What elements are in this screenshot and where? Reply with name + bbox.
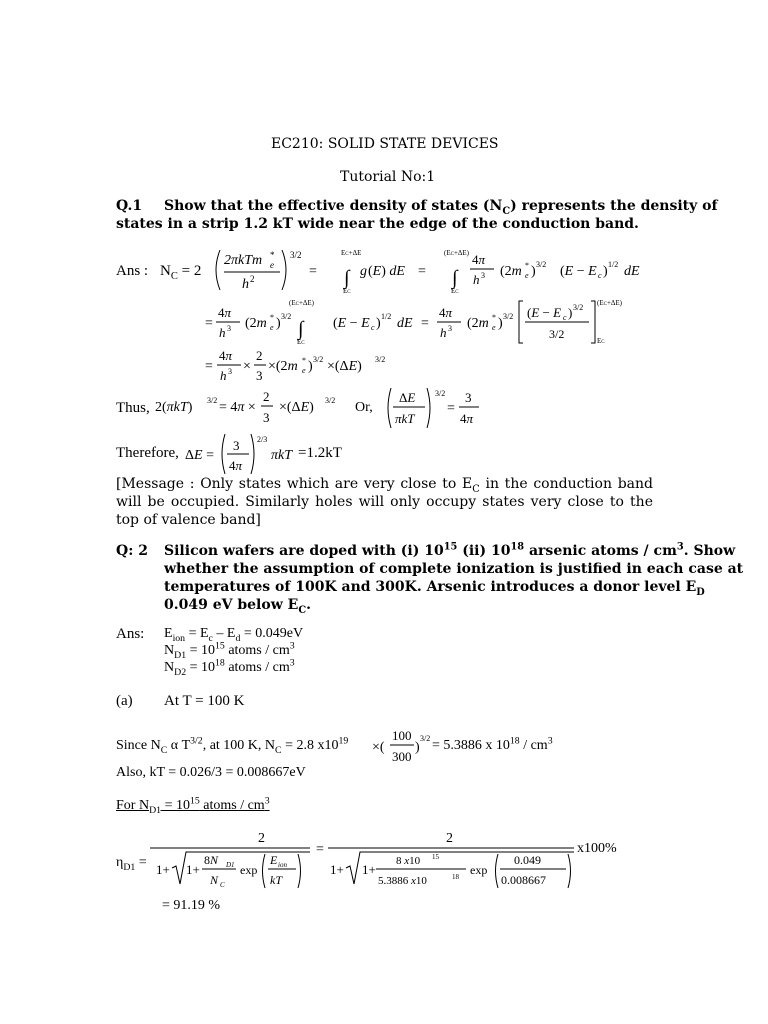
ans1-message: [Message : Only states which are very close to $E_C$ in the conduction band will be occupied. Similarly holes will only occupy states very close to the top of valence band]	[116, 476, 653, 528]
svg-text:3: 3	[256, 368, 263, 383]
svg-text:3/2: 3/2	[325, 396, 336, 405]
svg-text:e: e	[270, 323, 274, 332]
svg-text:EC: EC	[297, 338, 305, 346]
svg-text:h: h	[219, 325, 226, 340]
svg-text:3/2: 3/2	[290, 250, 302, 260]
svg-text:×(ΔE): ×(ΔE)	[327, 359, 362, 374]
eta-equation	[150, 826, 630, 890]
svg-text:(2m: (2m	[500, 264, 522, 279]
svg-text:C: C	[220, 881, 225, 889]
svg-text:1/2: 1/2	[608, 260, 619, 269]
svg-text:18: 18	[452, 873, 459, 881]
svg-text:*: *	[270, 250, 275, 260]
svg-text:3/2: 3/2	[503, 312, 514, 321]
svg-text:15: 15	[432, 853, 439, 861]
svg-text:(E − E: (E − E	[527, 305, 562, 320]
svg-text:3/2: 3/2	[375, 355, 386, 364]
svg-text:exp: exp	[240, 863, 258, 877]
svg-text:3: 3	[465, 390, 472, 405]
svg-text:): )	[603, 264, 608, 279]
svg-text:EC: EC	[343, 287, 351, 295]
svg-text:8 x10: 8 x10	[396, 855, 421, 867]
svg-text:3: 3	[481, 271, 485, 280]
svg-text:h: h	[440, 325, 447, 340]
svg-text:×(: ×(	[372, 740, 385, 755]
therefore-label: Therefore,	[116, 445, 179, 461]
q2-text-line4: 0.049 eV below $E_C$.	[164, 597, 311, 616]
svg-text:3/2: 3/2	[573, 303, 584, 312]
svg-text:*: *	[492, 313, 496, 322]
svg-text:4π: 4π	[472, 252, 486, 267]
svg-text:4π: 4π	[218, 305, 232, 320]
therefore-result: =1.2kT	[298, 445, 342, 461]
svg-text:=: =	[205, 316, 213, 331]
since-fraction	[372, 725, 432, 765]
svg-text:=: =	[418, 264, 426, 279]
tutorial-subtitle: Tutorial No:1	[340, 169, 436, 185]
svg-text:3: 3	[233, 438, 240, 453]
q2-number: Q: 2	[116, 543, 148, 559]
svg-text:h: h	[220, 368, 227, 383]
svg-text:dE: dE	[397, 316, 413, 331]
svg-text:(EC+ΔE): (EC+ΔE)	[444, 249, 470, 257]
for-nd1-heading: For $N_{D1} = 10^{15}$ atoms / $cm^3$	[116, 795, 270, 816]
thus-label: Thus,	[116, 400, 150, 416]
svg-text:×: ×	[243, 359, 251, 374]
svg-text:×(2m: ×(2m	[268, 359, 298, 374]
svg-text:3/2: 3/2	[281, 312, 292, 321]
svg-text:*: *	[302, 356, 306, 365]
svg-text:c: c	[371, 323, 375, 332]
q1-text-line1: Show that the effective density of states $(N_C)$ represents the density of	[164, 198, 718, 217]
eta-result: = 91.19 %	[162, 898, 221, 913]
nd2-line: $N_{D2} = 10^{18}$ atoms / $cm^3$	[164, 657, 295, 678]
svg-text:4π: 4π	[229, 458, 243, 473]
svg-text:1+: 1+	[156, 862, 170, 877]
svg-text:c: c	[563, 313, 567, 322]
svg-text:0.008667: 0.008667	[501, 873, 546, 887]
svg-text:(E) dE: (E) dE	[368, 264, 405, 279]
svg-text:e: e	[492, 323, 496, 332]
svg-text:4π: 4π	[439, 305, 453, 320]
e-ion-line: $E_{ion} = E_c - E_d = 0.049eV$	[164, 626, 304, 644]
since-result: = 5.3886 x $10^{18} / cm^3$	[432, 735, 553, 753]
svg-text:exp: exp	[470, 863, 488, 877]
svg-text:N: N	[210, 873, 219, 887]
svg-text:∫: ∫	[298, 318, 304, 340]
ans2-label: Ans:	[116, 626, 145, 642]
svg-text:0.049: 0.049	[514, 853, 541, 867]
q1-text-line2: states in a strip 1.2 kT wide near the edge of the conduction band.	[116, 216, 639, 232]
svg-text:∫: ∫	[452, 267, 458, 289]
svg-text:=: =	[316, 842, 324, 857]
svg-text:3/2: 3/2	[549, 327, 565, 341]
svg-text:πkT: πkT	[395, 411, 415, 426]
nd1-line: $N_{D1} = 10^{15}$ atoms / $cm^3$	[164, 640, 295, 661]
svg-text:2πkTm: 2πkTm	[224, 253, 263, 268]
svg-text:∫: ∫	[344, 267, 350, 289]
svg-text:e: e	[302, 366, 306, 375]
svg-text:c: c	[598, 271, 602, 280]
svg-text:D1: D1	[226, 861, 235, 869]
svg-text:): )	[276, 316, 281, 331]
svg-text:2/3: 2/3	[257, 435, 268, 444]
svg-text:(EC+ΔE): (EC+ΔE)	[597, 299, 623, 307]
svg-text:300: 300	[392, 749, 412, 764]
svg-text:3/2: 3/2	[420, 734, 431, 743]
svg-text:h: h	[473, 272, 480, 287]
q2-text-line1: Silicon wafers are doped with (i) $10^{15}$ (ii) $10^{18}$ arsenic atoms / $cm^3$. Show	[164, 541, 736, 559]
svg-text:dE: dE	[624, 264, 640, 279]
svg-text:(2m: (2m	[245, 316, 267, 331]
svg-text:): )	[308, 359, 313, 374]
svg-text:2: 2	[250, 274, 255, 284]
svg-text:(E − E: (E − E	[560, 264, 597, 279]
svg-text:g: g	[360, 264, 367, 279]
svg-text:100: 100	[392, 728, 412, 743]
eta-label: $\eta_{D1}$ =	[116, 855, 147, 873]
svg-text:EC+ΔE: EC+ΔE	[341, 249, 362, 257]
svg-text:= 4π ×: = 4π ×	[219, 400, 256, 415]
svg-text:kT: kT	[270, 873, 282, 887]
svg-text:3/2: 3/2	[207, 396, 218, 405]
svg-text:e: e	[270, 260, 274, 270]
or-label: Or,	[355, 400, 373, 415]
svg-text:EC: EC	[451, 287, 459, 295]
svg-text:EC: EC	[597, 337, 605, 345]
eta-percent: x100%	[577, 841, 617, 856]
svg-text:=: =	[309, 264, 317, 279]
svg-text:): )	[376, 316, 381, 331]
svg-text:2: 2	[446, 831, 453, 846]
svg-text:(2m: (2m	[467, 316, 489, 331]
part-a-text: At T = 100 K	[164, 693, 245, 709]
svg-text:2: 2	[256, 348, 263, 363]
svg-text:4π: 4π	[219, 348, 233, 363]
also-line: Also, kT = 0.026/3 = 0.008667eV	[116, 765, 306, 780]
page-title: EC210: SOLID STATE DEVICES	[271, 136, 499, 152]
svg-text:2(πkT): 2(πkT)	[155, 400, 193, 415]
svg-text:3/2: 3/2	[435, 389, 446, 398]
svg-text:3: 3	[448, 324, 452, 333]
svg-text:8N: 8N	[204, 853, 219, 867]
q2-text-line2: whether the assumption of complete ionization is justified in each case at	[164, 561, 744, 577]
svg-text:): )	[415, 740, 420, 755]
svg-text:2: 2	[258, 831, 265, 846]
svg-text:4π: 4π	[460, 411, 474, 426]
svg-text:h: h	[242, 277, 249, 292]
svg-text:5.3886 x10: 5.3886 x10	[378, 875, 427, 887]
svg-text:1+: 1+	[186, 862, 200, 877]
svg-text:3: 3	[228, 367, 232, 376]
q1-number: Q.1	[116, 198, 143, 214]
ans1-eq2	[205, 297, 725, 347]
svg-text:): )	[568, 305, 573, 320]
svg-text:ion: ion	[278, 861, 287, 869]
svg-text:ΔE: ΔE	[399, 390, 416, 405]
svg-text:=: =	[205, 359, 213, 374]
part-a-label: (a)	[116, 693, 133, 709]
svg-text:=: =	[421, 316, 429, 331]
svg-text:1+: 1+	[362, 862, 376, 877]
svg-text:3/2: 3/2	[313, 355, 324, 364]
since-line: Since $N_C$ α $T^{3/2}$, at 100 K, $N_C = 2.8$ $x10^{19}$	[116, 735, 349, 756]
svg-text:3: 3	[263, 410, 270, 425]
svg-text:*: *	[525, 261, 529, 270]
eq1-svg	[212, 248, 732, 298]
svg-text:1+: 1+	[330, 862, 344, 877]
svg-text:): )	[498, 316, 503, 331]
svg-text:×(ΔE): ×(ΔE)	[279, 400, 314, 415]
svg-text:e: e	[525, 271, 529, 280]
svg-text:3/2: 3/2	[536, 260, 547, 269]
svg-text:): )	[531, 264, 536, 279]
svg-text:ΔE =: ΔE =	[185, 448, 214, 463]
thus-equation	[155, 386, 535, 430]
svg-text:πkT: πkT	[271, 448, 293, 463]
svg-text:(EC+ΔE): (EC+ΔE)	[289, 299, 315, 307]
svg-text:3: 3	[227, 324, 231, 333]
q2-text-line3: temperatures of 100K and 300K. Arsenic introduces a donor level $E_D$	[164, 579, 705, 598]
svg-text:*: *	[270, 313, 274, 322]
svg-text:1/2: 1/2	[381, 312, 392, 321]
svg-text:=: =	[447, 401, 455, 416]
ans1-label: Ans :	[116, 263, 149, 279]
svg-text:(E − E: (E − E	[333, 316, 370, 331]
svg-text:E: E	[270, 853, 278, 867]
ans1-eq3	[205, 346, 465, 386]
svg-text:2: 2	[263, 389, 270, 404]
